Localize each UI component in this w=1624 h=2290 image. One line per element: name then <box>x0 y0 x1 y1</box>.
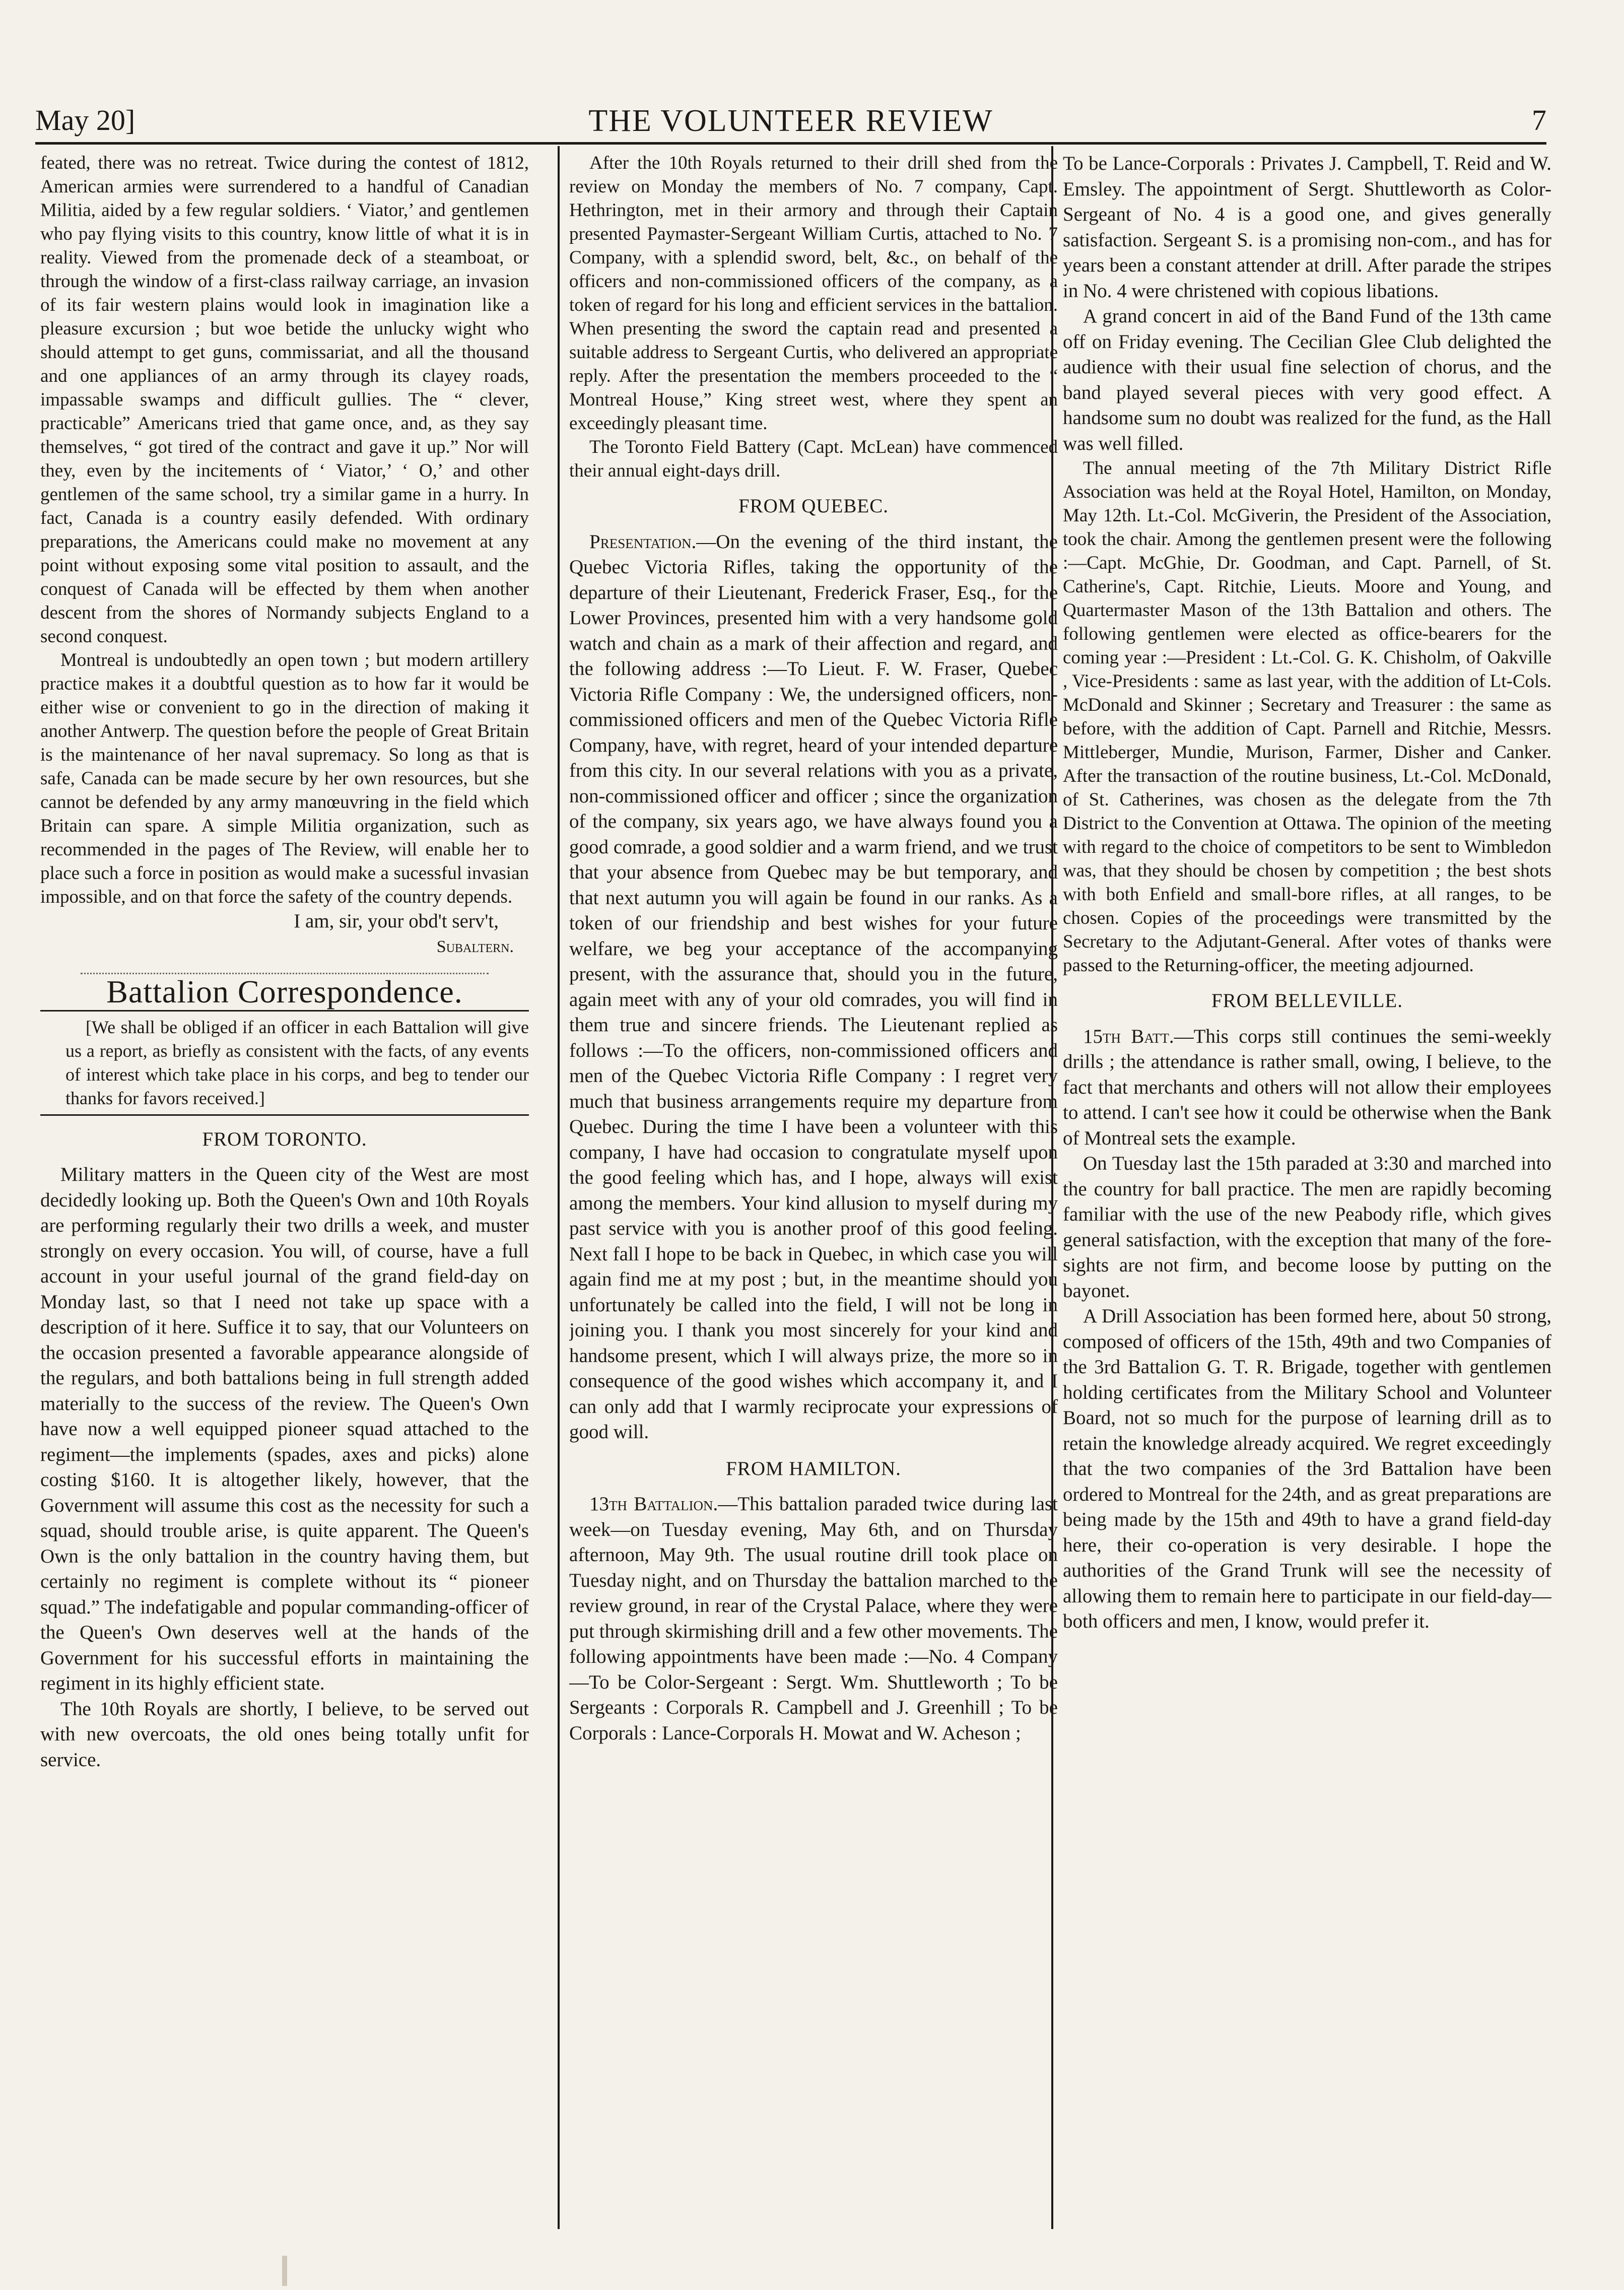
article-paragraph <box>569 1492 1058 1746</box>
letter-signature: Subaltern. <box>436 937 514 956</box>
paragraph-body: —On the evening of the third instant, the Quebec Victoria Rifles, taking the opportunity of the departure of their Lieutenant, Frederick Fraser, Esq., for the Lower Provinces, presented him with a very handsome gold watch and chain as a mark of their affection and regard, and the following address :—To Lieut. F. W. Fraser, Quebec Victoria Rifle Company : We, the undersigned officers, non-commissioned officers and men of the Quebec Victoria Rifle Company, have, with regret, heard of your intended departure from this city. In our several relations with you as a private, non-commissioned officer and officer ; since the organization of the company, six years ago, we have always found you a good comrade, a good soldier and a warm friend, and we trust that your absence from Quebec may be but temporary, and that next autumn you will again be found in our ranks. As a token of our friendship and best wishes for your future welfare, we beg your acceptance of the accompanying present, with the assurance that, should you in the future, again meet with any of your old comrades, you will find in them true and sincere friends. The Lieutenant replied as follows :—To the officers, non-commissioned officers and men of the Quebec Victoria Rifle Company : I regret very much that business arrangements require my departure from Quebec. During the time I have been a volunteer with this company, I have had occasion to congratulate myself upon the good feeling which has, and I hope, always will exist among the members. Your kind allusion to myself during my past service with you is another proof of this good feeling. Next fall I hope to be back in Quebec, in which case you will again find me at my post ; but, in the meantime should you unfortunately be called into the field, I will not be long in joining you. I thank you most sincerely for your kind and handsome present, which I will always prize, the more so in consequence of the good wishes which accompany it, and I can only add that I warmly reciprocate your expressions of good will. <box>569 530 1058 1443</box>
article-paragraph <box>1063 1024 1551 1152</box>
article-paragraph: A Drill Association has been formed here, about 50 strong, composed of officers of the 15th, 49th and two Companies of the 3rd Battalion G. T. R. Brigade, together with gentlemen holding certificates from the Military School and Volunteer Board, not so much for the purpose of learning drill as to retain the knowledge already acquired. We regret exceedingly that the two companies of the 3rd Battalion have been ordered to Montreal for the 24th, and as great preparations are being made by the 15th and 49th to have a grand field-day here, their co-operation is very desirable. I hope the authorities of the Grand Trunk will see the necessity of allowing them to remain here to participate in our field-day—both officers and men, I know, would prefer it. <box>1063 1305 1551 1632</box>
article-paragraph: feated, there was no retreat. Twice during the contest of 1812, American armies were surrendered to a handful of Canadian Militia, aided by a few regular soldiers. ‘ Viator,’ and gentlemen who pay flying visits to this country, know little of what it is in reality. Viewed from the promenade deck of a steamboat, or through the window of a first-class railway carriage, an invasion of its fair western plains would look in imagination like a pleasure excursion ; but woe betide the unlucky wight who should attempt to get guns, commissariat, and all the thousand and one appliances of an army through its clayey roads, impassable swamps and difficult gullies. The “ clever, practicable” Americans tried that game once, and, as they say themselves, “ got tired of the contract and gave it up.” Nor will they, even by the incitements of ‘ Viator,’ ‘ O,’ and other gentlemen of the same school, try a similar game in a hurry. In fact, Canada is a country easily defended. With ordinary preparations, the Americans could make no movement at any point without exposing some vital position to assault, and the conquest of Canada will be effected by them when another descent from the shores of Normandy subjects England to a second conquest. <box>40 153 529 647</box>
column-divider <box>558 146 560 2229</box>
column-2 <box>569 151 1058 2232</box>
article-paragraph: The 10th Royals are shortly, I believe, to be served out with new overcoats, the old ones being totally unfit for service. <box>40 1698 529 1771</box>
page-fold-mark <box>282 2256 287 2286</box>
article-paragraph: On Tuesday last the 15th paraded at 3:30 and marched into the country for ball practice. The men are rapidly becoming familiar with the use of the new Peabody rifle, which gives general satisfaction, with the exception that many of the fore-sights are not firm, and become loose by putting on the bayonet. <box>1063 1153 1551 1302</box>
article-paragraph: To be Lance-Corporals : Privates J. Campbell, T. Reid and W. Emsley. The appointment of Sergt. Shuttleworth as Color-Sergeant of No. 4 is a good one, and gives generally satisfaction. Sergeant S. is a promising non-com., and has for years been a constant attender at drill. After parade the stripes in No. 4 were christened with copious libations. <box>1063 153 1551 302</box>
section-heading: FROM HAMILTON. <box>726 1457 901 1479</box>
section-title: Battalion Correspondence. <box>106 974 463 1009</box>
column-3 <box>1063 151 1551 2232</box>
page-number: 7 <box>1532 104 1546 137</box>
article-paragraph: After the 10th Royals returned to their drill shed from the review on Monday the members of No. 7 company, Capt. Hethrington, met in their armory and through their Captain presented Paymaster-Sergeant William Curtis, attached to No. 7 Company, with a splendid sword, belt, &c., on behalf of the officers and non-commissioned officers of the company, as a token of regard for his long and efficient services in the battalion. When presenting the sword the captain read and presented a suitable address to Sergeant Curtis, who delivered an appropriate reply. After the presentation the members proceeded to the “ Montreal House,” King street west, where they spent an exceedingly pleasant time. <box>569 153 1058 434</box>
paragraph-lead: 13th Battalion. <box>589 1493 718 1515</box>
article-paragraph: A grand concert in aid of the Band Fund of the 13th came off on Friday evening. The Cecilian Glee Club delighted the audience with their usual fine selection of chorus, and the band played several pieces with very good effect. A handsome sum no doubt was realized for the fund, as the Hall was well filled. <box>1063 305 1551 454</box>
section-rule <box>40 1010 529 1012</box>
article-paragraph: The Toronto Field Battery (Capt. McLean) have commenced their annual eight-days drill. <box>569 437 1058 481</box>
section-heading: FROM QUEBEC. <box>738 495 889 517</box>
article-paragraph: Montreal is undoubtedly an open town ; but modern artillery practice makes it a doubtful question as to how far it would be either wise or convenient to go in the direction of making it another Antwerp. The question before the people of Great Britain is the maintenance of her naval supremacy. So long as that is safe, Canada can be made secure by her own resources, but she cannot be defended by any army manœuvring in the field which Britain can spare. A simple Militia organization, such as recommended in the pages of The Review, will enable her to place such a force in position as would make a sucessful invasian impossible, and on that force the safety of the country depends. <box>40 650 529 907</box>
article-paragraph: Military matters in the Queen city of the West are most decidedly looking up. Both the Queen's Own and 10th Royals are performing regularly their two drills a week, and muster strongly on every occasion. You will, of course, have a full account in your useful journal of the grand field-day on Monday last, so that I need not take up space with a description of it here. Suffice it to say, that our Volunteers on the occasion presented a favorable appearance alongside of the regulars, and both battalions being in full strength added materially to the success of the review. The Queen's Own have now a well equipped pioneer squad attached to the regiment—the implements (spades, axes and picks) alone costing $160. It is altogether likely, however, that the Government will assume this cost as the necessity for such a squad, should trouble arise, is quite apparent. The Queen's Own is the only battalion in the country having them, but certainly no regiment is complete without its “ pioneer squad.” The indefatigable and popular commanding-officer of the Queen's Own deserves well at the hands of the Government for his successful efforts in maintaining the regiment in its highly efficient state. <box>40 1164 529 1694</box>
letter-signoff: I am, sir, your obd't serv't, <box>294 910 499 932</box>
masthead-title: THE VOLUNTEER REVIEW <box>588 104 993 138</box>
page-header <box>35 103 1546 144</box>
paragraph-body: —This corps still continues the semi-weekly drills ; the attendance is rather small, owing, I believe, to the fact that merchants and others will not allow their employees to attend. I can't see how it could be otherwise when the Bank of Montreal sets the example. <box>1063 1025 1551 1149</box>
paragraph-lead: 15th Batt. <box>1083 1025 1174 1047</box>
section-heading: FROM TORONTO. <box>202 1128 367 1150</box>
section-rule <box>40 1114 529 1116</box>
editor-note: [We shall be obliged if an officer in each Battalion will give us a report, as briefly as consistent with the facts, of any events of interest which take place in his corps, and beg to tender our thanks for favors received.] <box>65 1017 529 1108</box>
column-1 <box>40 151 529 2232</box>
issue-date: May 20] <box>35 104 136 137</box>
section-heading: FROM BELLEVILLE. <box>1211 990 1403 1012</box>
header-rule <box>35 142 1546 145</box>
paragraph-lead: Presentation. <box>589 530 697 553</box>
article-paragraph <box>569 529 1058 1445</box>
paragraph-body: —This battalion paraded twice during last week—on Tuesday evening, May 6th, and on Thursday afternoon, May 9th. The usual routine drill took place on Tuesday night, and on Thursday the battalion marched to the review ground, in rear of the Crystal Palace, where they were put through skirmishing drill and a few other movements. The following appointments have been made :—No. 4 Company—To be Color-Sergeant : Sergt. Wm. Shuttleworth ; To be Sergeants : Corporals R. Campbell and J. Greenhill ; To be Corporals : Lance-Corporals H. Mowat and W. Acheson ; <box>569 1493 1058 1744</box>
article-paragraph: The annual meeting of the 7th Military District Rifle Association was held at the Royal Hotel, Hamilton, on Monday, May 12th. Lt.-Col. McGiverin, the President of the Association, took the chair. Among the gentlemen present were the following :—Capt. McGhie, Dr. Goodman, and Capt. Parnell, of St. Catherine's, Capt. Ritchie, Lieuts. Moore and Young, and Quartermaster Mason of the 13th Battalion and others. The following gentlemen were elected as office-bearers for the coming year :—President : Lt.-Col. G. K. Chisholm, of Oakville , Vice-Presidents : same as last year, with the addition of Lt-Cols. McDonald and Skinner ; Secretary and Treasurer : the same as before, with the addition of Capt. Parnell and Ritchie, Messrs. Mittleberger, Mundie, Murison, Farmer, Disher and Canker. After the transaction of the routine business, Lt.-Col. McDonald, of St. Catherines, was chosen as the delegate from the 7th District to the Convention at Ottawa. The opinion of the meeting with regard to the choice of competitors to be sent to Wimbledon was, that they should be chosen by competition ; the best shots with both Enfield and small-bore rifles, at all ranges, to be chosen. Copies of the proceedings were transmitted by the Secretary to the Adjutant-General. After votes of thanks were passed to the Returning-officer, the meeting adjourned. <box>1063 458 1551 976</box>
